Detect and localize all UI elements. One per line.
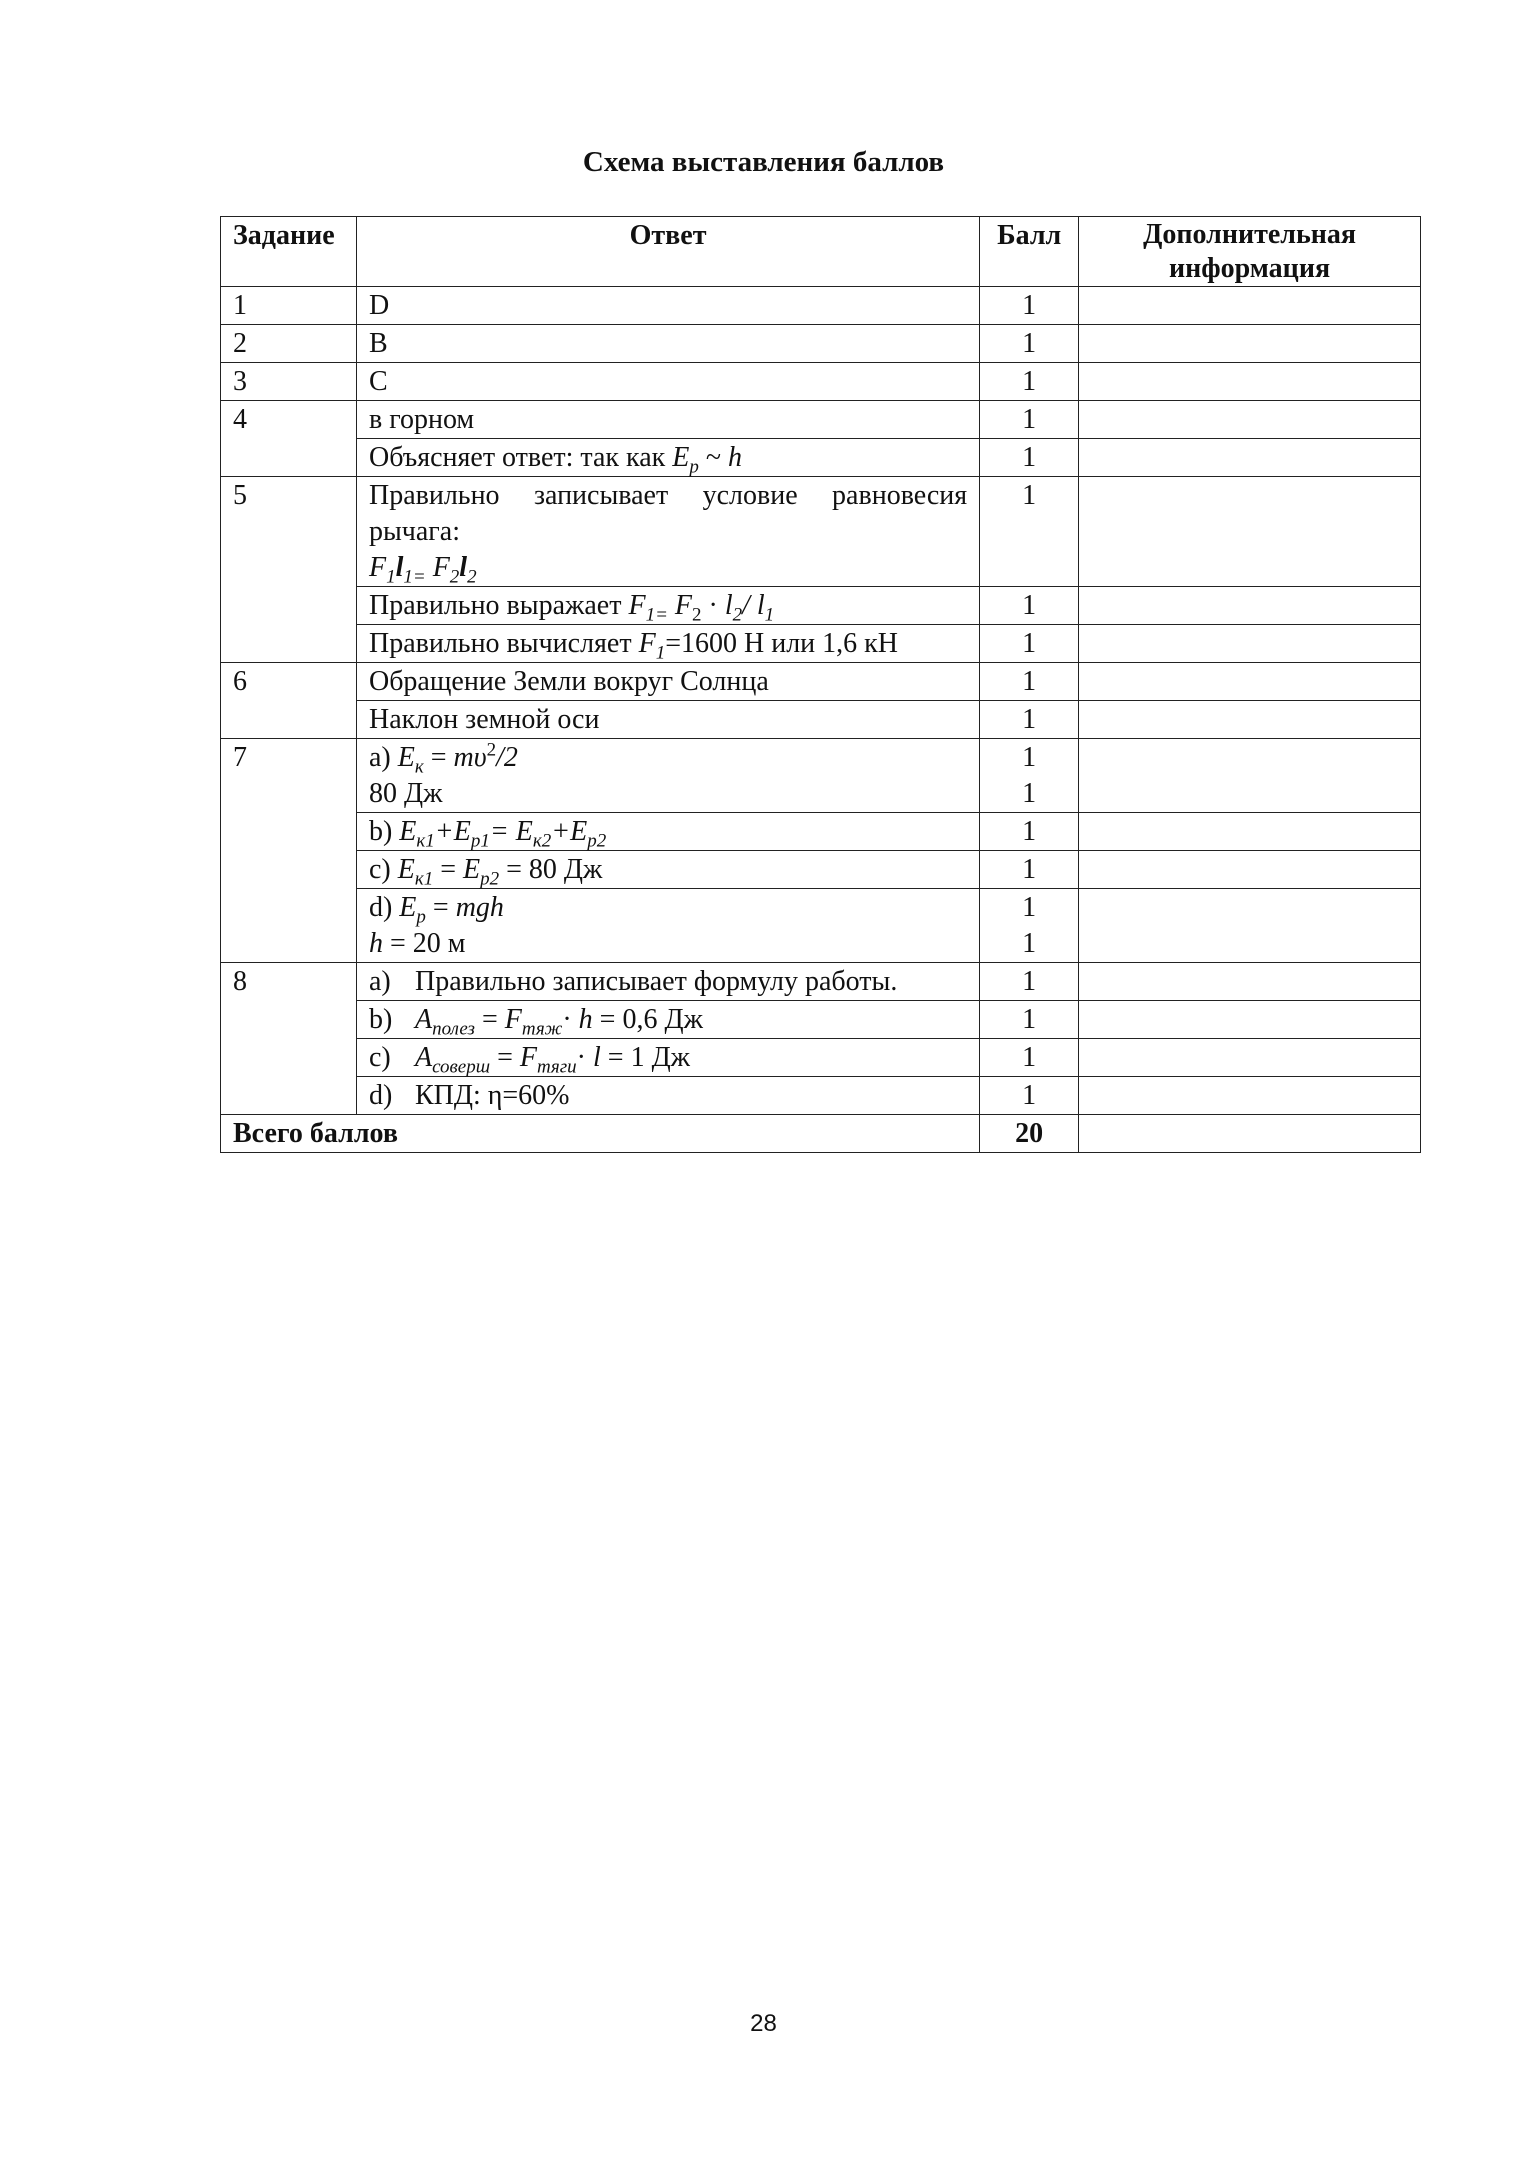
header-info-line2: информация bbox=[1169, 253, 1331, 284]
table-row bbox=[221, 963, 1421, 1001]
task-number-empty bbox=[221, 1077, 357, 1115]
answer-cell: d) КПД: η=60% bbox=[356, 1077, 979, 1115]
list-marker: c) bbox=[368, 1042, 391, 1073]
list-marker: d) bbox=[368, 1080, 393, 1111]
points-cell: 1 bbox=[980, 963, 1079, 1001]
table-row bbox=[221, 1001, 1421, 1039]
info-cell bbox=[1079, 401, 1421, 439]
task-number: 4 bbox=[221, 401, 357, 439]
task-number-empty bbox=[221, 701, 357, 739]
points-cell: 1 1 bbox=[980, 739, 1079, 813]
answer-cell: b) $A_{полез} = F_{тяж}\cdot h = 0,6$ Дж bbox=[356, 1001, 979, 1039]
formula: d) $E_p$ = mgh bbox=[368, 892, 504, 928]
task-number: 1 bbox=[221, 287, 357, 325]
table-row bbox=[221, 1039, 1421, 1077]
info-cell bbox=[1079, 1077, 1421, 1115]
points-cell: 1 bbox=[980, 1039, 1079, 1077]
info-cell bbox=[1079, 963, 1421, 1001]
answer-cell: b) $E_{к1}+E_{p1}= E_{к2}+E_{p2}$ bbox=[356, 813, 979, 851]
table-row bbox=[221, 363, 1421, 401]
answer-cell: c) $E_{к1} = E_{p2} = 80$ Дж bbox=[356, 851, 979, 889]
list-marker: a) bbox=[368, 966, 391, 997]
table-row bbox=[221, 889, 1421, 963]
answer-text: Правильно записывает условие равновесия рычага: bbox=[368, 480, 968, 547]
answer-cell: в горном bbox=[356, 401, 979, 439]
info-cell bbox=[1079, 439, 1421, 477]
task-number-empty bbox=[221, 813, 357, 851]
points-cell: 1 bbox=[980, 663, 1079, 701]
info-cell bbox=[1079, 1115, 1421, 1153]
table-row bbox=[221, 1077, 1421, 1115]
info-cell bbox=[1079, 625, 1421, 663]
points-cell: 1 bbox=[980, 477, 1079, 587]
task-number-empty bbox=[221, 889, 357, 963]
table-row bbox=[221, 587, 1421, 625]
points-cell: 1 bbox=[980, 1001, 1079, 1039]
points-cell: 1 bbox=[980, 325, 1079, 363]
scoring-table bbox=[220, 216, 1421, 1153]
total-points: 20 bbox=[980, 1115, 1079, 1153]
table-row bbox=[221, 701, 1421, 739]
answer-cell: a) Правильно записывает формулу работы. bbox=[356, 963, 979, 1001]
total-row bbox=[221, 1115, 1421, 1153]
answer-line: 80 Дж bbox=[368, 778, 443, 809]
task-number: 3 bbox=[221, 363, 357, 401]
table-row bbox=[221, 663, 1421, 701]
info-cell bbox=[1079, 889, 1421, 963]
answer-cell bbox=[356, 739, 979, 813]
formula: а) $E_к = m\upsilon^2/2$ bbox=[368, 739, 518, 778]
answer-cell: Правильно выражает $F_{1=}$ $F_2 \cdot l_2/$ $l_1$ bbox=[356, 587, 979, 625]
points-cell: 1 bbox=[980, 587, 1079, 625]
answer-cell: C bbox=[356, 363, 979, 401]
answer-cell: B bbox=[356, 325, 979, 363]
table-row bbox=[221, 851, 1421, 889]
points-cell: 1 bbox=[980, 813, 1079, 851]
task-number: 6 bbox=[221, 663, 357, 701]
points-cell: 1 bbox=[980, 701, 1079, 739]
answer-cell bbox=[356, 477, 979, 587]
header-points: Балл bbox=[980, 217, 1079, 287]
answer-line: h = 20 м bbox=[368, 928, 466, 959]
table-row bbox=[221, 439, 1421, 477]
total-label: Всего баллов bbox=[221, 1115, 980, 1153]
answer-cell: c) $A_{соверш} = F_{тяги}\cdot l = 1$ Дж bbox=[356, 1039, 979, 1077]
table-row bbox=[221, 813, 1421, 851]
table-row bbox=[221, 401, 1421, 439]
task-number-empty bbox=[221, 439, 357, 477]
info-cell bbox=[1079, 287, 1421, 325]
points-cell: 1 bbox=[980, 625, 1079, 663]
table-row bbox=[221, 625, 1421, 663]
info-cell bbox=[1079, 851, 1421, 889]
answer-cell: Объясняет ответ: так как $E_p$ ~ h bbox=[356, 439, 979, 477]
answer-cell bbox=[356, 889, 979, 963]
info-cell bbox=[1079, 363, 1421, 401]
task-number-empty bbox=[221, 851, 357, 889]
page-title: Схема выставления баллов bbox=[582, 146, 945, 178]
header-answer: Ответ bbox=[356, 217, 979, 287]
answer-cell: Обращение Земли вокруг Солнца bbox=[356, 663, 979, 701]
info-cell bbox=[1079, 1001, 1421, 1039]
task-number-empty bbox=[221, 1039, 357, 1077]
formula: $F_1l_{1=}$ $F_2l_2$ bbox=[368, 552, 477, 588]
info-cell bbox=[1079, 1039, 1421, 1077]
task-number: 2 bbox=[221, 325, 357, 363]
info-cell bbox=[1079, 477, 1421, 587]
points-cell: 1 bbox=[980, 1077, 1079, 1115]
page-number: 28 bbox=[750, 2010, 777, 2037]
points-cell: 1 1 bbox=[980, 889, 1079, 963]
task-number-empty bbox=[221, 625, 357, 663]
points-cell: 1 bbox=[980, 851, 1079, 889]
info-cell bbox=[1079, 813, 1421, 851]
header-row bbox=[221, 217, 1421, 287]
task-number: 8 bbox=[221, 963, 357, 1001]
header-task: Задание bbox=[221, 217, 357, 287]
task-number-empty bbox=[221, 587, 357, 625]
points-cell: 1 bbox=[980, 363, 1079, 401]
task-number: 5 bbox=[221, 477, 357, 587]
header-info-line1: Дополнительная bbox=[1143, 219, 1357, 250]
answer-cell: Правильно вычисляет $F_1=1600$ Н или 1,6 кН bbox=[356, 625, 979, 663]
points-cell: 1 bbox=[980, 401, 1079, 439]
answer-cell: D bbox=[356, 287, 979, 325]
info-cell bbox=[1079, 587, 1421, 625]
info-cell bbox=[1079, 325, 1421, 363]
answer-cell: Наклон земной оси bbox=[356, 701, 979, 739]
info-cell bbox=[1079, 739, 1421, 813]
table-row bbox=[221, 325, 1421, 363]
points-cell: 1 bbox=[980, 287, 1079, 325]
info-cell bbox=[1079, 663, 1421, 701]
table-row bbox=[221, 287, 1421, 325]
header-info bbox=[1079, 217, 1421, 287]
table-row bbox=[221, 739, 1421, 813]
points-cell: 1 bbox=[980, 439, 1079, 477]
task-number-empty bbox=[221, 1001, 357, 1039]
info-cell bbox=[1079, 701, 1421, 739]
list-marker: b) bbox=[368, 1004, 393, 1035]
task-number: 7 bbox=[221, 739, 357, 813]
table-row bbox=[221, 477, 1421, 587]
